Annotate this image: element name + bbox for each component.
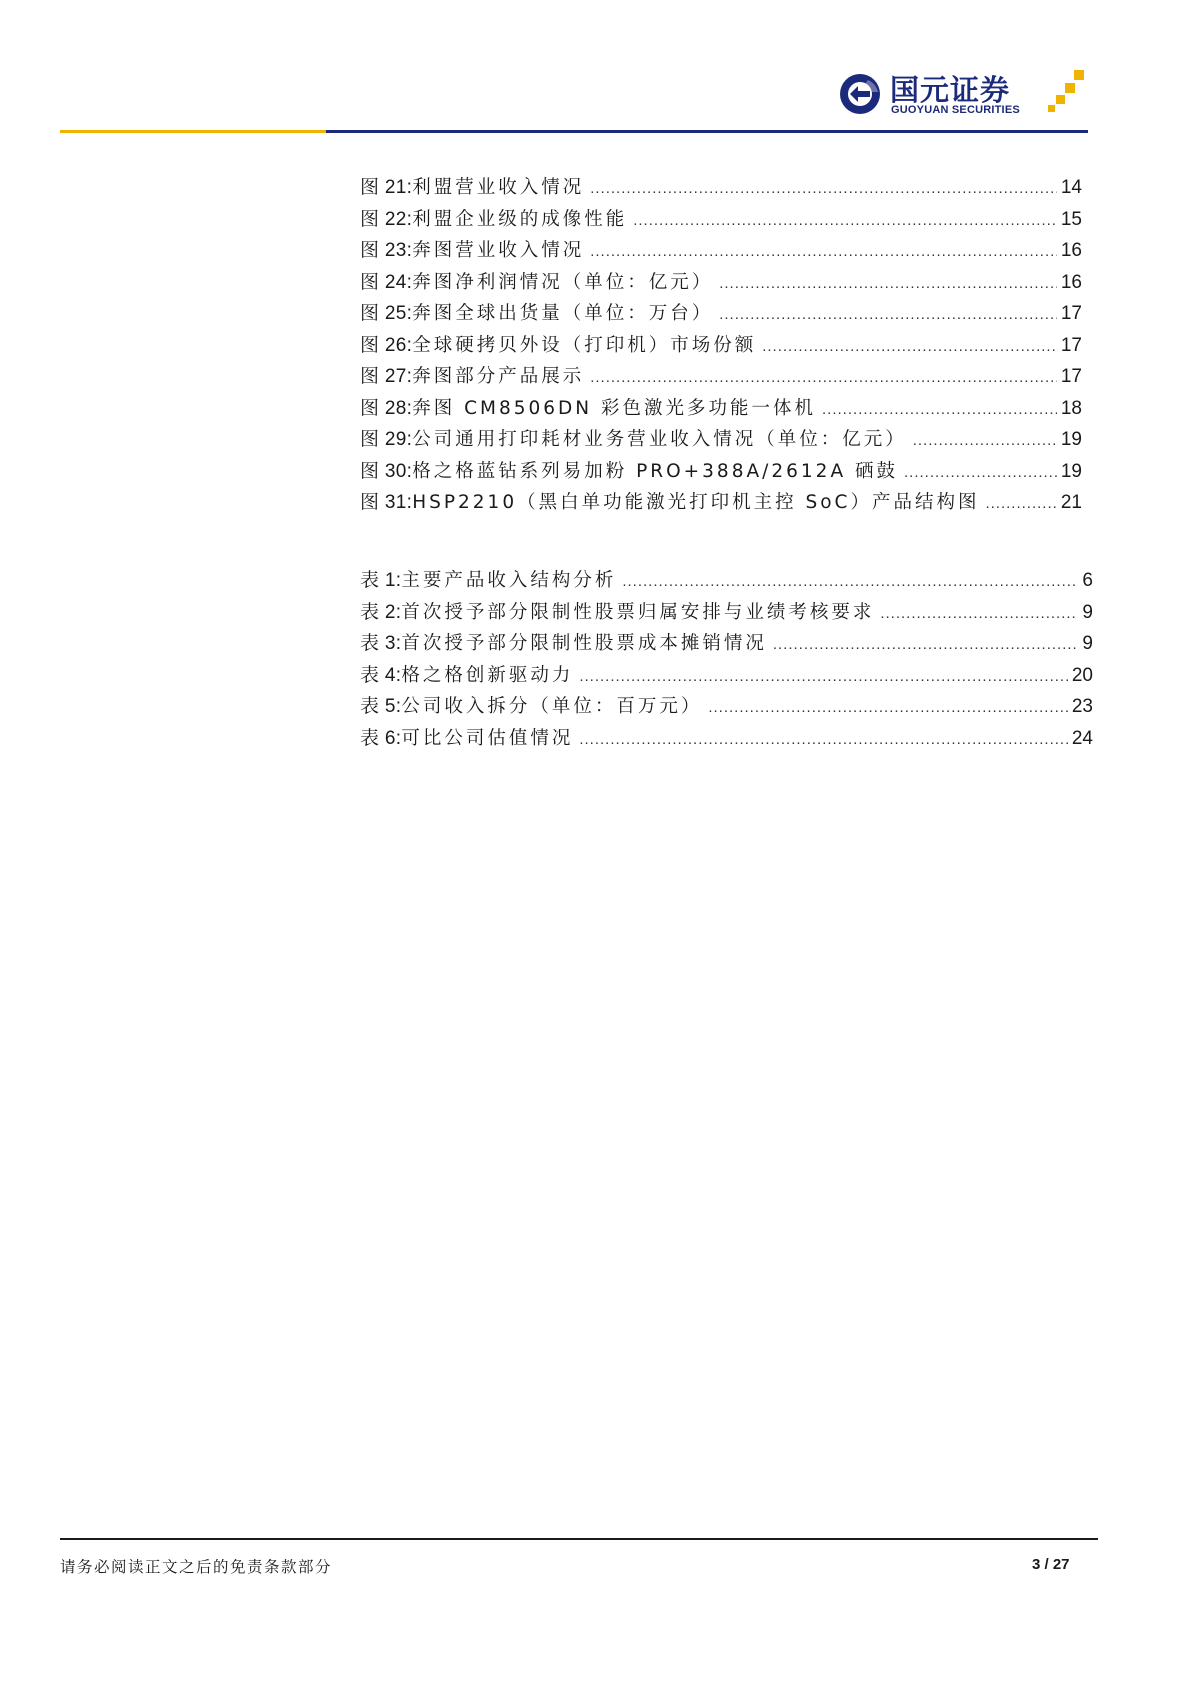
page-indicator: 3 / 27 bbox=[1032, 1556, 1070, 1573]
entry-title: HSP2210（黑白单功能激光打印机主控 SoC）产品结构图 bbox=[412, 492, 980, 513]
entry-label: 表 3: bbox=[360, 633, 402, 654]
toc-entry-figure-21[interactable] bbox=[360, 172, 1082, 204]
header-rule-gold bbox=[60, 130, 326, 133]
toc-entry-figure-31[interactable] bbox=[360, 487, 1082, 519]
entry-page: 17 bbox=[1060, 303, 1082, 324]
entry-page: 15 bbox=[1060, 208, 1082, 230]
dot-leader bbox=[622, 566, 1078, 598]
dot-leader bbox=[762, 331, 1057, 363]
toc-entry-figure-28[interactable] bbox=[360, 393, 1082, 425]
entry-label: 表 4: bbox=[360, 664, 402, 686]
entry-label: 图 22: bbox=[360, 208, 413, 230]
dot-leader bbox=[633, 205, 1057, 237]
entry-label: 图 27: bbox=[360, 366, 413, 387]
dot-leader bbox=[822, 394, 1057, 426]
entry-title: 公司通用打印耗材业务营业收入情况（单位：亿元） bbox=[412, 429, 907, 450]
footer-disclaimer: 请务必阅读正文之后的免责条款部分 bbox=[60, 1558, 333, 1576]
entry-page: 18 bbox=[1060, 397, 1082, 419]
gold-squares-icon bbox=[1048, 70, 1086, 112]
toc-entry-table-1[interactable] bbox=[360, 565, 1093, 597]
dot-leader bbox=[590, 236, 1057, 268]
entry-page: 16 bbox=[1060, 271, 1082, 293]
entry-page: 19 bbox=[1060, 429, 1082, 450]
entry-label: 图 25: bbox=[360, 303, 413, 324]
entry-title: 格之格创新驱动力 bbox=[401, 664, 574, 686]
dot-leader bbox=[590, 173, 1057, 205]
entry-title: 全球硬拷贝外设（打印机）市场份额 bbox=[412, 334, 757, 356]
entry-title: 首次授予部分限制性股票归属安排与业绩考核要求 bbox=[401, 601, 875, 623]
brand-name-cn: 国元证券 bbox=[890, 73, 1011, 107]
entry-title: 格之格蓝钻系列易加粉 PRO+388A/2612A 硒鼓 bbox=[412, 460, 898, 482]
brand-name-en: GUOYUAN SECURITIES bbox=[891, 104, 1020, 116]
dot-leader bbox=[904, 457, 1057, 489]
table-list bbox=[360, 565, 1093, 754]
entry-label: 表 5: bbox=[360, 696, 402, 717]
entry-title: 可比公司估值情况 bbox=[401, 727, 574, 749]
toc-entry-figure-27[interactable] bbox=[360, 361, 1082, 393]
toc-entry-figure-23[interactable] bbox=[360, 235, 1082, 267]
header-rule-navy bbox=[326, 130, 1088, 133]
entry-page: 23 bbox=[1071, 696, 1093, 717]
entry-label: 图 21: bbox=[360, 177, 413, 198]
entry-page: 24 bbox=[1071, 727, 1093, 749]
entry-page: 21 bbox=[1060, 492, 1082, 513]
entry-page: 6 bbox=[1082, 570, 1093, 591]
dot-leader bbox=[719, 268, 1057, 300]
entry-title: 利盟企业级的成像性能 bbox=[412, 208, 628, 230]
entry-label: 图 31: bbox=[360, 492, 413, 513]
dot-leader bbox=[913, 425, 1057, 457]
toc-entry-table-2[interactable] bbox=[360, 597, 1093, 629]
entry-label: 图 24: bbox=[360, 271, 413, 293]
toc-entry-table-3[interactable] bbox=[360, 628, 1093, 660]
entry-label: 表 6: bbox=[360, 727, 402, 749]
entry-title: 主要产品收入结构分析 bbox=[401, 570, 617, 591]
toc-entry-figure-22[interactable] bbox=[360, 204, 1082, 236]
entry-page: 19 bbox=[1060, 460, 1082, 482]
toc-entry-figure-26[interactable] bbox=[360, 330, 1082, 362]
entry-title: 奔图净利润情况（单位：亿元） bbox=[412, 271, 714, 293]
toc-entry-table-6[interactable] bbox=[360, 723, 1093, 755]
toc-entry-table-4[interactable] bbox=[360, 660, 1093, 692]
entry-title: 公司收入拆分（单位：百万元） bbox=[401, 696, 703, 717]
entry-label: 图 26: bbox=[360, 334, 413, 356]
entry-title: 奔图营业收入情况 bbox=[412, 240, 585, 261]
entry-title: 利盟营业收入情况 bbox=[412, 177, 585, 198]
dot-leader bbox=[719, 299, 1057, 331]
entry-page: 17 bbox=[1060, 334, 1082, 356]
brand-logo bbox=[838, 66, 1088, 120]
toc-entry-figure-29[interactable] bbox=[360, 424, 1082, 456]
entry-page: 14 bbox=[1060, 177, 1082, 198]
dot-leader bbox=[985, 488, 1056, 520]
entry-title: 首次授予部分限制性股票成本摊销情况 bbox=[401, 633, 767, 654]
entry-page: 16 bbox=[1060, 240, 1082, 261]
entry-label: 图 29: bbox=[360, 429, 413, 450]
dot-leader bbox=[579, 661, 1068, 693]
footer-rule bbox=[60, 1538, 1098, 1540]
dot-leader bbox=[773, 629, 1079, 661]
toc-entry-table-5[interactable] bbox=[360, 691, 1093, 723]
toc-entry-figure-30[interactable] bbox=[360, 456, 1082, 488]
toc-entry-figure-24[interactable] bbox=[360, 267, 1082, 299]
entry-title: 奔图 CM8506DN 彩色激光多功能一体机 bbox=[412, 397, 817, 419]
dot-leader bbox=[708, 692, 1068, 724]
guoyuan-logo-icon bbox=[838, 72, 882, 116]
entry-page: 17 bbox=[1060, 366, 1082, 387]
dot-leader bbox=[880, 598, 1078, 630]
entry-page: 9 bbox=[1082, 601, 1093, 623]
entry-label: 图 30: bbox=[360, 460, 413, 482]
entry-label: 表 2: bbox=[360, 601, 402, 623]
toc-entry-figure-25[interactable] bbox=[360, 298, 1082, 330]
entry-label: 表 1: bbox=[360, 570, 402, 591]
dot-leader bbox=[579, 724, 1068, 756]
entry-page: 20 bbox=[1071, 664, 1093, 686]
dot-leader bbox=[590, 362, 1057, 394]
entry-title: 奔图部分产品展示 bbox=[412, 366, 585, 387]
entry-title: 奔图全球出货量（单位：万台） bbox=[412, 303, 714, 324]
entry-label: 图 23: bbox=[360, 240, 413, 261]
entry-label: 图 28: bbox=[360, 397, 413, 419]
figure-list bbox=[360, 172, 1082, 519]
entry-page: 9 bbox=[1082, 633, 1093, 654]
